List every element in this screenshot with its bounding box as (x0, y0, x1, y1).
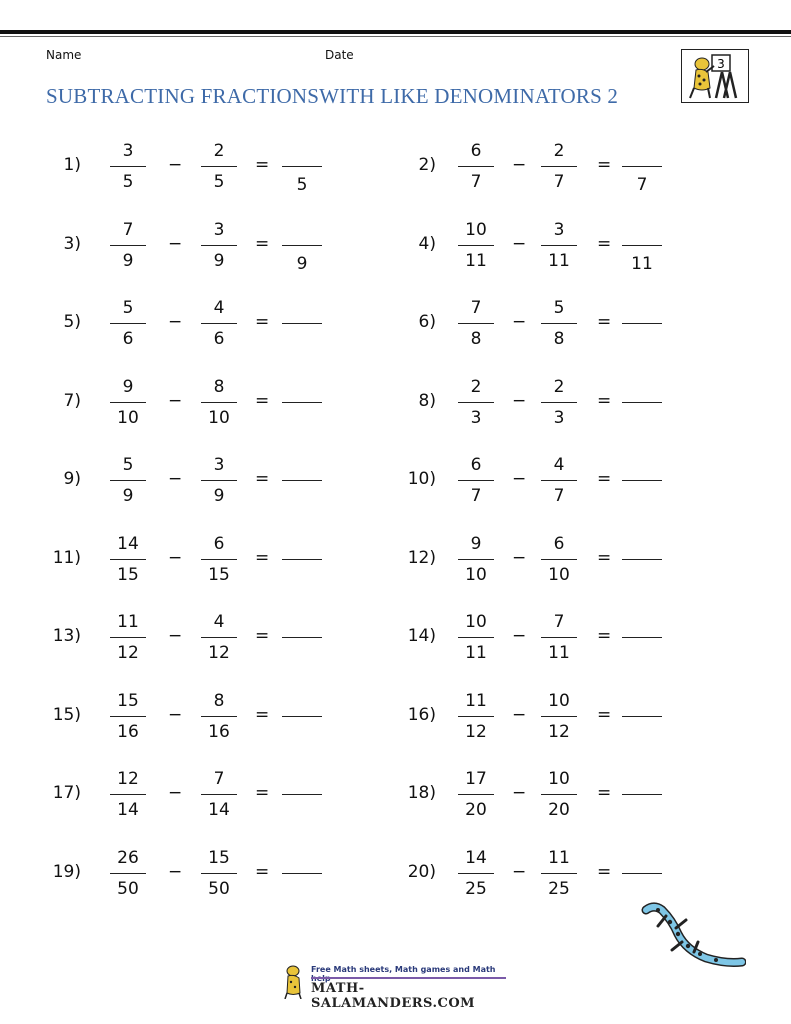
answer-line (282, 166, 322, 167)
denominator: 20 (465, 800, 487, 820)
denominator: 15 (117, 565, 139, 585)
numerator: 6 (470, 141, 482, 161)
fraction-bar (541, 480, 577, 481)
problem-number: 3) (63, 234, 81, 254)
equals-sign: = (255, 312, 270, 332)
answer-denominator (622, 332, 662, 352)
equals-sign: = (255, 705, 270, 725)
answer-blank[interactable] (622, 323, 662, 352)
answer-blank[interactable] (622, 480, 662, 509)
answer-line (622, 166, 662, 167)
fraction-first (106, 377, 150, 428)
answer-blank[interactable] (622, 873, 662, 902)
equals-sign: = (255, 548, 270, 568)
answer-blank[interactable] (622, 716, 662, 745)
header-rule-thin (0, 36, 791, 37)
problem-number: 20) (407, 862, 436, 882)
equals-sign: = (597, 312, 612, 332)
numerator: 10 (465, 612, 487, 632)
answer-blank[interactable] (282, 402, 322, 431)
fraction-first (106, 298, 150, 349)
problem-number: 14) (407, 626, 436, 646)
footer-divider (311, 977, 506, 979)
answer-line (282, 873, 322, 874)
fraction-bar (110, 323, 146, 324)
numerator: 7 (213, 769, 225, 789)
equals-sign: = (597, 155, 612, 175)
minus-sign: − (512, 626, 527, 646)
answer-denominator (622, 803, 662, 823)
numerator: 2 (470, 377, 482, 397)
fraction-bar (541, 323, 577, 324)
answer-denominator (282, 489, 322, 509)
fraction-bar (458, 716, 494, 717)
numerator: 7 (470, 298, 482, 318)
answer-line (622, 402, 662, 403)
problem-number: 10) (407, 469, 436, 489)
denominator: 12 (548, 722, 570, 742)
problem-number: 13) (52, 626, 81, 646)
numerator: 4 (213, 298, 225, 318)
equals-sign: = (255, 862, 270, 882)
problem-number: 16) (407, 705, 436, 725)
denominator: 16 (208, 722, 230, 742)
answer-line (622, 480, 662, 481)
equals-sign: = (597, 626, 612, 646)
problem-number: 6) (418, 312, 436, 332)
fraction-bar (201, 637, 237, 638)
fraction-second (197, 455, 241, 506)
answer-line (622, 245, 662, 246)
fraction-first (106, 220, 150, 271)
denominator: 7 (553, 486, 565, 506)
equals-sign: = (597, 234, 612, 254)
fraction-second (197, 141, 241, 192)
fraction-bar (201, 323, 237, 324)
numerator: 3 (122, 141, 134, 161)
answer-blank[interactable] (282, 716, 322, 745)
answer-line (282, 716, 322, 717)
equals-sign: = (255, 469, 270, 489)
denominator: 10 (208, 408, 230, 428)
fraction-bar (458, 873, 494, 874)
minus-sign: − (512, 705, 527, 725)
answer-denominator: 9 (296, 254, 308, 274)
answer-line (282, 794, 322, 795)
denominator: 9 (213, 251, 225, 271)
fraction-bar (541, 716, 577, 717)
problem-number: 8) (418, 391, 436, 411)
fraction-first (106, 769, 150, 820)
denominator: 25 (465, 879, 487, 899)
numerator: 10 (548, 691, 570, 711)
answer-blank[interactable] (282, 480, 322, 509)
answer-line (622, 794, 662, 795)
fraction-first (454, 612, 498, 663)
problem-number: 4) (418, 234, 436, 254)
answer-denominator (622, 882, 662, 902)
numerator: 7 (122, 220, 134, 240)
fraction-bar (110, 716, 146, 717)
fraction-second (197, 377, 241, 428)
minus-sign: − (168, 548, 183, 568)
numerator: 2 (213, 141, 225, 161)
answer-denominator (282, 725, 322, 745)
answer-line (282, 559, 322, 560)
problem-number: 9) (63, 469, 81, 489)
answer-blank[interactable] (622, 559, 662, 588)
fraction-second (537, 298, 581, 349)
fraction-bar (201, 873, 237, 874)
denominator: 3 (470, 408, 482, 428)
equals-sign: = (255, 783, 270, 803)
fraction-first (454, 848, 498, 899)
denominator: 7 (470, 486, 482, 506)
header-rule (0, 30, 791, 34)
numerator: 6 (553, 534, 565, 554)
denominator: 6 (122, 329, 134, 349)
fraction-bar (541, 166, 577, 167)
denominator: 11 (548, 251, 570, 271)
equals-sign: = (255, 391, 270, 411)
fraction-bar (201, 559, 237, 560)
equals-sign: = (597, 391, 612, 411)
answer-denominator (622, 411, 662, 431)
answer-line (622, 559, 662, 560)
answer-blank[interactable] (282, 245, 322, 274)
worksheet-title: SUBTRACTING FRACTIONSWITH LIKE DENOMINATORS 2 (46, 84, 619, 108)
fraction-first (454, 377, 498, 428)
minus-sign: − (168, 312, 183, 332)
fraction-second (197, 534, 241, 585)
equals-sign: = (255, 155, 270, 175)
minus-sign: − (512, 783, 527, 803)
answer-blank[interactable] (622, 637, 662, 666)
fraction-bar (541, 245, 577, 246)
fraction-bar (458, 559, 494, 560)
numerator: 4 (553, 455, 565, 475)
problem-number: 11) (52, 548, 81, 568)
fraction-second (537, 612, 581, 663)
numerator: 9 (470, 534, 482, 554)
numerator: 6 (470, 455, 482, 475)
footer-site-link[interactable]: MATH-SALAMANDERS.COM (311, 981, 476, 1011)
answer-blank[interactable] (622, 166, 662, 195)
fraction-second (197, 612, 241, 663)
fraction-bar (458, 166, 494, 167)
answer-denominator (622, 646, 662, 666)
equals-sign: = (255, 626, 270, 646)
answer-line (622, 873, 662, 874)
answer-denominator (282, 803, 322, 823)
answer-blank[interactable] (282, 323, 322, 352)
fraction-bar (110, 480, 146, 481)
minus-sign: − (168, 155, 183, 175)
problem-number: 2) (418, 155, 436, 175)
denominator: 8 (553, 329, 565, 349)
denominator: 50 (117, 879, 139, 899)
answer-line (282, 323, 322, 324)
salamander-illustration (636, 900, 746, 970)
fraction-bar (201, 166, 237, 167)
answer-denominator (282, 568, 322, 588)
denominator: 10 (117, 408, 139, 428)
fraction-first (106, 534, 150, 585)
fraction-second (197, 848, 241, 899)
date-label: Date (325, 48, 354, 62)
numerator: 3 (213, 455, 225, 475)
answer-blank[interactable] (282, 166, 322, 195)
fraction-second (197, 691, 241, 742)
numerator: 17 (465, 769, 487, 789)
minus-sign: − (512, 548, 527, 568)
problem-number: 1) (63, 155, 81, 175)
minus-sign: − (168, 234, 183, 254)
fraction-second (537, 534, 581, 585)
denominator: 10 (548, 565, 570, 585)
denominator: 5 (122, 172, 134, 192)
numerator: 8 (213, 377, 225, 397)
minus-sign: − (512, 234, 527, 254)
problem-number: 17) (52, 783, 81, 803)
answer-blank[interactable] (282, 559, 322, 588)
numerator: 2 (553, 141, 565, 161)
footer-tagline: Free Math sheets, Math games and Math (311, 965, 496, 974)
problem-number: 7) (63, 391, 81, 411)
fraction-first (454, 691, 498, 742)
minus-sign: − (168, 705, 183, 725)
denominator: 7 (553, 172, 565, 192)
fraction-bar (541, 794, 577, 795)
minus-sign: − (512, 155, 527, 175)
answer-denominator (282, 646, 322, 666)
fraction-first (454, 769, 498, 820)
fraction-bar (458, 794, 494, 795)
fraction-bar (458, 323, 494, 324)
numerator: 11 (465, 691, 487, 711)
fraction-bar (201, 245, 237, 246)
answer-denominator: 11 (631, 254, 653, 274)
minus-sign: − (168, 469, 183, 489)
fraction-second (537, 455, 581, 506)
denominator: 12 (465, 722, 487, 742)
numerator: 11 (117, 612, 139, 632)
numerator: 5 (122, 455, 134, 475)
fraction-second (537, 691, 581, 742)
equals-sign: = (255, 234, 270, 254)
minus-sign: − (512, 391, 527, 411)
numerator: 5 (553, 298, 565, 318)
answer-denominator (622, 568, 662, 588)
fraction-bar (458, 402, 494, 403)
fraction-bar (110, 637, 146, 638)
answer-blank[interactable] (282, 794, 322, 823)
equals-sign: = (597, 783, 612, 803)
equals-sign: = (597, 548, 612, 568)
numerator: 8 (213, 691, 225, 711)
fraction-second (197, 769, 241, 820)
answer-denominator (622, 489, 662, 509)
denominator: 12 (117, 643, 139, 663)
answer-denominator: 5 (296, 175, 308, 195)
equals-sign: = (597, 469, 612, 489)
fraction-first (106, 455, 150, 506)
numerator: 7 (553, 612, 565, 632)
denominator: 9 (213, 486, 225, 506)
problem-number: 12) (407, 548, 436, 568)
denominator: 25 (548, 879, 570, 899)
fraction-bar (541, 402, 577, 403)
numerator: 14 (117, 534, 139, 554)
denominator: 15 (208, 565, 230, 585)
denominator: 14 (208, 800, 230, 820)
answer-line (282, 637, 322, 638)
numerator: 4 (213, 612, 225, 632)
fraction-first (454, 534, 498, 585)
minus-sign: − (512, 469, 527, 489)
fraction-second (537, 848, 581, 899)
fraction-bar (458, 245, 494, 246)
fraction-bar (110, 402, 146, 403)
fraction-second (537, 220, 581, 271)
fraction-first (106, 612, 150, 663)
problem-number: 18) (407, 783, 436, 803)
answer-line (282, 245, 322, 246)
name-label: Name (46, 48, 82, 62)
fraction-second (197, 298, 241, 349)
fraction-first (454, 141, 498, 192)
numerator: 3 (553, 220, 565, 240)
minus-sign: − (168, 626, 183, 646)
fraction-first (454, 455, 498, 506)
denominator: 50 (208, 879, 230, 899)
answer-line (622, 637, 662, 638)
equals-sign: = (597, 862, 612, 882)
answer-line (622, 716, 662, 717)
denominator: 12 (208, 643, 230, 663)
numerator: 2 (553, 377, 565, 397)
fraction-bar (201, 794, 237, 795)
numerator: 15 (117, 691, 139, 711)
answer-blank[interactable] (282, 637, 322, 666)
answer-denominator: 7 (636, 175, 648, 195)
minus-sign: − (168, 862, 183, 882)
site-footer (283, 963, 508, 1011)
fraction-first (454, 220, 498, 271)
footer-logo-icon (283, 963, 309, 999)
fraction-second (537, 377, 581, 428)
denominator: 3 (553, 408, 565, 428)
numerator: 11 (548, 848, 570, 868)
numerator: 3 (213, 220, 225, 240)
answer-denominator (282, 882, 322, 902)
fraction-bar (201, 716, 237, 717)
denominator: 11 (465, 251, 487, 271)
denominator: 10 (465, 565, 487, 585)
denominator: 8 (470, 329, 482, 349)
denominator: 9 (122, 251, 134, 271)
numerator: 9 (122, 377, 134, 397)
answer-denominator (622, 725, 662, 745)
problem-number: 5) (63, 312, 81, 332)
denominator: 5 (213, 172, 225, 192)
problem-number: 15) (52, 705, 81, 725)
answer-blank[interactable] (622, 794, 662, 823)
equals-sign: = (597, 705, 612, 725)
denominator: 20 (548, 800, 570, 820)
fraction-bar (458, 637, 494, 638)
fraction-bar (110, 794, 146, 795)
fraction-second (537, 769, 581, 820)
answer-line (282, 480, 322, 481)
denominator: 9 (122, 486, 134, 506)
fraction-second (197, 220, 241, 271)
fraction-first (106, 141, 150, 192)
numerator: 10 (548, 769, 570, 789)
logo-grade-number: 3 (717, 57, 725, 71)
fraction-bar (201, 402, 237, 403)
denominator: 6 (213, 329, 225, 349)
numerator: 12 (117, 769, 139, 789)
numerator: 26 (117, 848, 139, 868)
answer-blank[interactable] (282, 873, 322, 902)
fraction-bar (201, 480, 237, 481)
fraction-bar (541, 873, 577, 874)
minus-sign: − (168, 783, 183, 803)
numerator: 14 (465, 848, 487, 868)
minus-sign: − (168, 391, 183, 411)
denominator: 14 (117, 800, 139, 820)
fraction-bar (110, 245, 146, 246)
fraction-bar (541, 637, 577, 638)
fraction-bar (541, 559, 577, 560)
answer-blank[interactable] (622, 245, 662, 274)
problem-number: 19) (52, 862, 81, 882)
numerator: 15 (208, 848, 230, 868)
denominator: 16 (117, 722, 139, 742)
fraction-bar (110, 166, 146, 167)
denominator: 11 (548, 643, 570, 663)
numerator: 10 (465, 220, 487, 240)
answer-denominator (282, 411, 322, 431)
fraction-bar (110, 873, 146, 874)
fraction-bar (458, 480, 494, 481)
grade-logo (681, 49, 749, 103)
answer-line (282, 402, 322, 403)
denominator: 7 (470, 172, 482, 192)
minus-sign: − (512, 312, 527, 332)
fraction-second (537, 141, 581, 192)
answer-blank[interactable] (622, 402, 662, 431)
minus-sign: − (512, 862, 527, 882)
fraction-first (454, 298, 498, 349)
fraction-first (106, 691, 150, 742)
answer-line (622, 323, 662, 324)
fraction-first (106, 848, 150, 899)
fraction-bar (110, 559, 146, 560)
numerator: 6 (213, 534, 225, 554)
denominator: 11 (465, 643, 487, 663)
numerator: 5 (122, 298, 134, 318)
answer-denominator (282, 332, 322, 352)
